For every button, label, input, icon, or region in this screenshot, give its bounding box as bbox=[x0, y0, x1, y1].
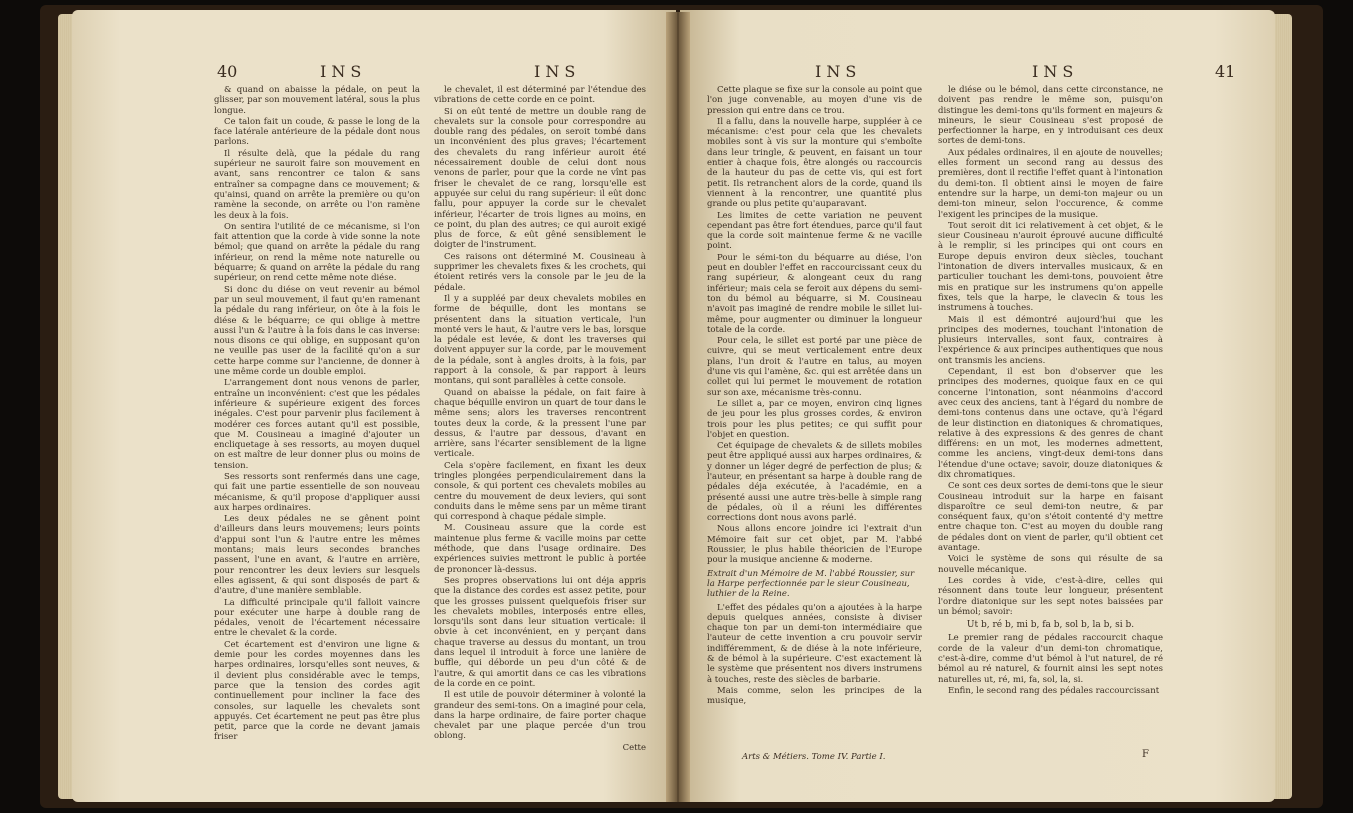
paragraph: Ce sont ces deux sortes de demi-tons que le sieur Cousineau introduit sur la harpe en faisant disparoître ce seul demi-ton neutre, & par conséquent faux, qu'on s'étoit contenté d'y mettre entre chaque ton. C'est au moyen du double rang de pédales dont on vient de parler, qu'il obtient cet avantage. bbox=[938, 481, 1163, 554]
signature-mark: F bbox=[1142, 749, 1149, 760]
paragraph: Ses propres observations lui ont déja appris que la distance des cordes est assez petite, pour que les grosses puissent quelquefois friser sur les chevalets mobiles, interposés entre elles, lorsqu'ils sont dans leur situation verticale: il obvie à cet inconvénient, en y perçant dans chaque traverse au dessus du montant, un trou dans lequel il introduit à force une lanière de buffle, qui déborde un peu d'un côté & de l'autre, & qui amortit dans ce cas les vibrations de la corde en ce point. bbox=[434, 575, 646, 689]
paragraph: Enfin, le second rang des pédales raccourcissant bbox=[948, 685, 1160, 696]
footer-volume: Arts & Métiers. Tome IV. Partie I. bbox=[742, 752, 886, 762]
running-header: INS bbox=[815, 62, 862, 81]
running-header: INS bbox=[534, 62, 581, 81]
paragraph: le diése ou le bémol, dans cette circonstance, ne doivent pas rendre le même son, puisqu'on distingue les demi-tons qu'ils forment en majeurs & mineurs, le sieur Cousineau s'est proposé de perfectionner la harpe, en y introduisant ces deux sortes de demi-tons. bbox=[938, 85, 1163, 147]
paragraph: Aux pédales ordinaires, il en ajoute de nouvelles; elles forment un second rang au dessus des premières, dont il rectifie l'effet quant à l'intonation du demi-ton. Il obtient ainsi le moyen de faire entendre sur la harpe, un demi-ton majeur ou un demi-ton mineur, selon l'occurence, & comme l'exigent les principes de la musique. bbox=[938, 147, 1163, 220]
note-scale: Ut b, ré b, mi b, fa b, sol b, la b, si b. bbox=[966, 620, 1135, 631]
paragraph: Le premier rang de pédales raccourcit chaque corde de la valeur d'un demi-ton chromatique, c'est-à-dire, comme d'ut bémol à l'ut naturel, de ré bémol au ré naturel, & fournit ainsi les sept notes naturelles ut, ré, mi, fa, sol, la, si. bbox=[938, 633, 1163, 685]
running-header: INS bbox=[320, 62, 367, 81]
paragraph: Si on eût tenté de mettre un double rang de chevalets sur la console pour correspondre au double rang des pédales, on seroit tombé dans un inconvénient des plus graves; l'écartement des chevalets du rang inférieur auroit été nécessairement double de celui dont nous venons de parler, pour que la corde ne vînt pas friser le chevalet de ce rang, lorsqu'elle est appuyée sur celui du rang supérieur: il eût donc fallu, pour appuyer la corde sur le chevalet inférieur, l'écarter de trois lignes au moins, en ce point, du plan des autres; ce qui auroit exigé plus de force, & eût gêné sensiblement le doigter de l'instrument. bbox=[434, 106, 646, 251]
paragraph: Pour cela, le sillet est porté par une pièce de cuivre, qui se meut verticalement entre deux plans, l'un droit & l'autre en talus, au moyen d'une vis qui l'amène, &c. qui est arrêtée dans un collet qui lui permet le mouvement de rotation sur son axe, mécanisme très-connu. bbox=[707, 336, 922, 398]
paragraph: L'effet des pédales qu'on a ajoutées à la harpe depuis quelques années, consiste à diviser chaque ton par un demi-ton intermédiaire que l'auteur de cette invention a cru pouvoir servir indifféremment, & de diése à la note inférieure, & de bémol à la supérieure. C'est exactement là le système que présentent nos divers instrumens à touches, reste des siècles de barbarie. bbox=[707, 602, 922, 685]
paragraph: Cet équipage de chevalets & de sillets mobiles peut être appliqué aussi aux harpes ordinaires, & y donner un léger degré de perfection de plus; & l'auteur, en présentant sa harpe à double rang de pédales déja exécutée, à l'académie, en a présenté aussi une autre très-belle à simple rang de pédales, où il a réuni les différentes corrections dont nous avons parlé. bbox=[707, 441, 922, 524]
paragraph: Il y a suppléé par deux chevalets mobiles en forme de béquille, dont les montans se présentent dans la situation verticale, l'un monté vers le haut, & l'autre vers le bas, lorsque la pédale est levée, & dont les traverses qui doivent appuyer sur la corde, par le mouvement de la pédale, sont à angles droits, à la fois, par rapport à la console, & par rapport à leurs montans, qui sont parallèles à cette console. bbox=[434, 293, 646, 387]
book-gutter bbox=[666, 12, 690, 802]
page-number: 40 bbox=[217, 62, 238, 81]
paragraph: Cependant, il est bon d'observer que les principes des modernes, quoique faux en ce qui concerne l'intonation, sont néanmoins d'accord avec ceux des anciens, tant à l'égard du nombre de demi-tons contenus dans une octave, qu'à l'égard de leur distinction en diatoniques & chromatiques, relative à des expressions & des genres de chant différens: en un mot, les modernes admettent, comme les anciens, vingt-deux demi-tons dans l'étendue d'une octave; savoir, douze diatoniques & dix chromatiques. bbox=[938, 367, 1163, 480]
paragraph: Quand on abaisse la pédale, on fait faire à chaque béquille environ un quart de tour dans le même sens; alors les traverses rencontrent toutes deux la corde, & la pressent l'une par dessus, & l'autre par dessous, d'avant en arrière, sans l'écarter sensiblement de la ligne verticale. bbox=[434, 387, 646, 460]
text-column-1 bbox=[707, 85, 922, 708]
paragraph: L'arrangement dont nous venons de parler, entraîne un inconvénient: c'est que les pédales inférieure & supérieure exigent des forces inégales. C'est pour parvenir plus facilement à modérer ces forces autant qu'il est possible, que M. Cousineau a imaginé d'ajouter un encliquetage à ses ressorts, au moyen duquel on est maître de leur donner plus ou moins de tension. bbox=[214, 378, 420, 471]
paragraph: Il a fallu, dans la nouvelle harpe, suppléer à ce mécanisme: c'est pour cela que les chevalets mobiles sont à vis sur la monture qui s'emboîte dans leur tringle, & peuvent, en faisant un tour entier à chaque fois, être alongés ou raccourcis de la hauteur du pas de cette vis, qui est fort petit. Ils retranchent alors de la corde, quand ils viennent à la rencontrer, une quantité plus grande ou plus petite qu'auparavant. bbox=[707, 116, 922, 210]
paragraph: Tout seroit dit ici relativement à cet objet, & le sieur Cousineau n'auroit éprouvé aucune difficulté à le remplir, si les principes qui ont cours en Europe depuis environ deux siècles, touchant l'intonation de divers intervalles musicaux, & en particulier touchant les demi-tons, pouvoient être mis en pratique sur les instrumens qu'on appelle fixes, tels que la harpe, le clavecin & tous les instrumens à touches. bbox=[938, 220, 1163, 314]
paragraph: Mais il est démontré aujourd'hui que les principes des modernes, touchant l'intonation de plusieurs intervalles, sont faux, contraires à l'expérience & aux principes authentiques que nous ont transmis les anciens. bbox=[938, 314, 1163, 366]
left-page bbox=[72, 10, 676, 802]
paragraph: Les cordes à vide, c'est-à-dire, celles qui résonnent dans toute leur longueur, présentent l'ordre diatonique sur les sept notes baissées par un bémol; savoir: bbox=[938, 575, 1163, 617]
paragraph: La difficulté principale qu'il falloit vaincre pour exécuter une harpe à double rang de pédales, venoit de l'écartement nécessaire entre le chevalet & la corde. bbox=[214, 597, 420, 639]
text-column-1 bbox=[214, 85, 420, 744]
paragraph: Les limites de cette variation ne peuvent cependant pas être fort étendues, parce qu'il faut que la corde soit maintenue ferme & ne vacille point. bbox=[707, 210, 922, 252]
paragraph: Ses ressorts sont renfermés dans une cage, qui fait une partie essentielle de son nouveau mécanisme, & qu'il propose d'appliquer aussi aux harpes ordinaires. bbox=[214, 471, 420, 513]
paragraph: Cet écartement est d'environ une ligne & demie pour les cordes moyennes dans les harpes ordinaires, lorsqu'elles sont neuves, & il devient plus considérable avec le temps, parce que la tension des cordes agit continuellement pour incliner la face des consoles, sur laquelle les chevalets sont appuyés. Cet écartement ne peut pas être plus petit, parce que la corde ne devant jamais friser bbox=[214, 639, 420, 743]
running-header: INS bbox=[1032, 62, 1079, 81]
paragraph: On sentira l'utilité de ce mécanisme, si l'on fait attention que la corde à vide sonne la note bémol; que quand on arrête la pédale du rang inférieur, on rend la même note naturelle ou béquarre; & quand on arrête la pédale du rang supérieur, on rend cette même note diése. bbox=[214, 221, 420, 284]
paragraph: Mais comme, selon les principes de la musique, bbox=[707, 685, 922, 707]
paragraph: Les deux pédales ne se gênent point d'ailleurs dans leurs mouvemens; leurs points d'appui sont l'un & l'autre entre les mêmes montans; mais leurs secondes branches passent, l'une en avant, & l'autre en arrière, pour rencontrer les deux leviers sur lesquels elles agissent, & qui sont disposés de part & d'autre, d'une manière semblable. bbox=[214, 514, 420, 597]
paragraph: Le sillet a, par ce moyen, environ cinq lignes de jeu pour les plus grosses cordes, & environ trois pour les plus petites; ce qui suffit pour l'objet en question. bbox=[707, 398, 922, 440]
page-number: 41 bbox=[1215, 62, 1236, 81]
paragraph: le chevalet, il est déterminé par l'étendue des vibrations de cette corde en ce point. bbox=[434, 85, 646, 106]
paragraph: Il est utile de pouvoir déterminer à volonté la grandeur des semi-tons. On a imaginé pour cela, dans la harpe ordinaire, de faire porter chaque chevalet par une plaque percée d'un trou oblong. bbox=[434, 690, 646, 742]
paragraph: Si donc du diése on veut revenir au bémol par un seul mouvement, il faut qu'en ramenant la pédale du rang inférieur, on ôte à la fois le diése & le béquarre; ce qui oblige à mettre aussi l'un & l'autre à la fois dans le cas inverse: nous disons ce qui oblige, en supposant qu'on ne veuille pas user de la facilité qu'on a sur cette harpe comme sur l'ancienne, de donner à une même corde un double emploi. bbox=[214, 284, 420, 378]
paragraph: Il résulte delà, que la pédale du rang supérieur ne sauroit faire son mouvement en avant, sans rencontrer ce talon & sans entraîner sa compagne dans ce mouvement; & qu'ainsi, quand on arrête la première ou qu'on ramène la seconde, on arrête ou l'on ramène les deux à la fois. bbox=[214, 148, 420, 221]
paragraph: Pour le sémi-ton du béquarre au diése, l'on peut en doubler l'effet en raccourcissant ceux du rang supérieur, & alongeant ceux du rang inférieur; mais cela se feroit aux dépens du semi-ton du bémol au béquarre, si M. Cousineau n'avoit pas imaginé de rendre mobile le sillet lui-même, pour augmenter ou diminuer la longueur totale de la corde. bbox=[707, 252, 922, 335]
paragraph: Nous allons encore joindre ici l'extrait d'un Mémoire fait sur cet objet, par M. l'abbé Roussier, le plus habile théoricien de l'Europe pour la musique ancienne & moderne. bbox=[707, 524, 922, 566]
paragraph: Ce talon fait un coude, & passe le long de la face latérale antérieure de la pédale dont nous parlons. bbox=[214, 116, 420, 148]
paragraph: Cela s'opère facilement, en fixant les deux tringles plongées perpendiculairement dans la console, & qui portent ces chevalets mobiles au centre du mouvement de deux leviers, qui sont conduits dans le même sens par un même tirant qui correspond à chaque pédale simple. bbox=[434, 460, 646, 523]
paragraph: M. Cousineau assure que la corde est maintenue plus ferme & vacille moins par cette méthode, que dans l'usage ordinaire. Des expériences suivies mettront le public à portée de prononcer là-dessus. bbox=[434, 523, 646, 575]
text-column-2 bbox=[938, 85, 1163, 697]
paragraph: Cette plaque se fixe sur la console au point que l'on juge convenable, au moyen d'une vis de pression qui entre dans ce trou. bbox=[707, 85, 922, 116]
right-page bbox=[680, 10, 1275, 802]
catchword: Cette bbox=[622, 742, 646, 753]
paragraph: Voici le système de sons qui résulte de sa nouvelle mécanique. bbox=[938, 554, 1163, 575]
text-column-2 bbox=[434, 85, 646, 754]
paragraph: Ces raisons ont déterminé M. Cousineau à supprimer les chevalets fixes & les crochets, qui étoient retirés vers la console par le jeu de la pédale. bbox=[434, 251, 646, 293]
extract-heading: Extrait d'un Mémoire de M. l'abbé Roussier, sur la Harpe perfectionnée par le sieur Cousineau, luthier de la Reine. bbox=[707, 568, 915, 600]
paragraph: & quand on abaisse la pédale, on peut la glisser, par son mouvement latéral, sous la plus longue. bbox=[214, 85, 420, 116]
